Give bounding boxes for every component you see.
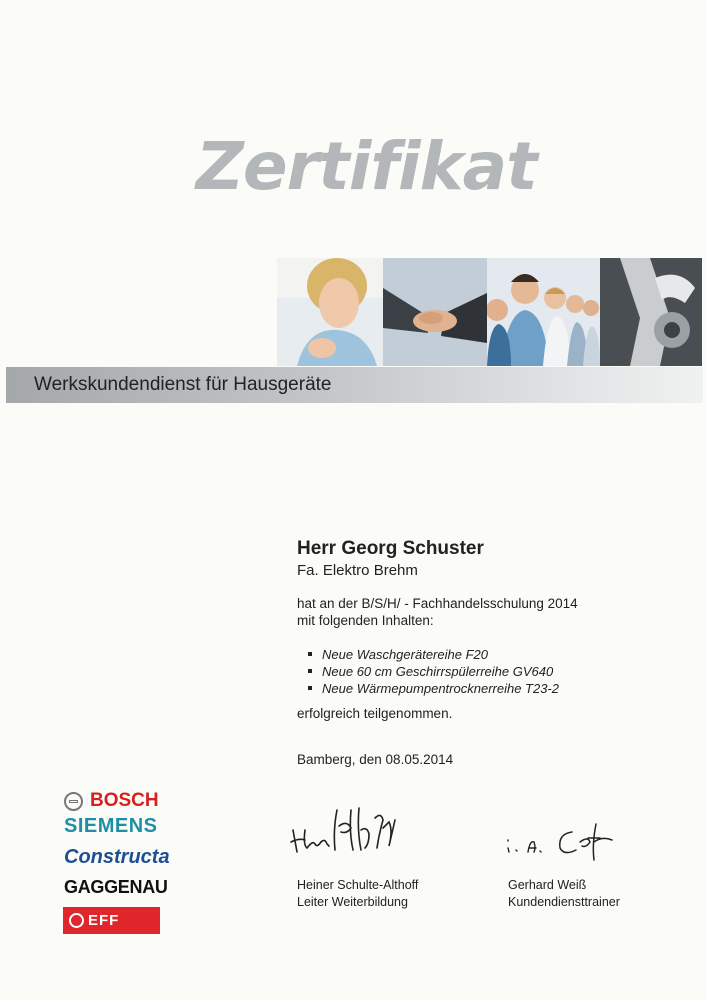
recipient-name: Herr Georg Schuster (297, 538, 484, 559)
signature-1 (285, 800, 415, 860)
list-item: Neue Waschgerätereihe F20 (322, 646, 559, 663)
list-item: Neue Wärmepumpentrocknerreihe T23-2 (322, 681, 559, 696)
photo-handshake (383, 258, 487, 366)
band-title: Werkskundendienst für Hausgeräte (34, 374, 332, 395)
content-list (322, 646, 559, 697)
constructa-logo: Constructa (64, 846, 170, 868)
place-date: Bamberg, den 08.05.2014 (297, 752, 454, 767)
signer-1-name: Heiner Schulte-Althoff (297, 878, 419, 892)
intro-line-2: mit folgenden Inhalten: (297, 613, 434, 628)
bosch-armature-icon (64, 792, 83, 811)
neff-logo (63, 907, 160, 934)
certificate-title: Zertifikat (196, 128, 537, 205)
gaggenau-logo: GAGGENAU (64, 877, 168, 897)
photo-woman-smiling (277, 258, 383, 366)
success-text: erfolgreich teilgenommen. (297, 706, 453, 721)
recipient-company: Fa. Elektro Brehm (297, 562, 418, 579)
photo-strip (277, 258, 702, 366)
signer-1-role: Leiter Weiterbildung (297, 895, 408, 909)
intro-line-1: hat an der B/S/H/ - Fachhandelsschulung 2014 (297, 596, 578, 611)
photo-tools (600, 258, 702, 366)
title-band (6, 367, 703, 403)
bosch-logo (64, 790, 159, 812)
list-item: Neue 60 cm Geschirrspülerreihe GV640 (322, 663, 559, 680)
signer-2-name: Gerhard Weiß (508, 878, 587, 892)
bosch-wordmark: BOSCH (90, 790, 159, 811)
photo-team (487, 258, 600, 366)
signer-2-role: Kundendiensttrainer (508, 895, 620, 909)
siemens-logo: SIEMENS (64, 815, 158, 837)
signature-2 (500, 818, 630, 863)
neff-wordmark: EFF (88, 912, 120, 929)
neff-ring-icon (69, 913, 84, 928)
